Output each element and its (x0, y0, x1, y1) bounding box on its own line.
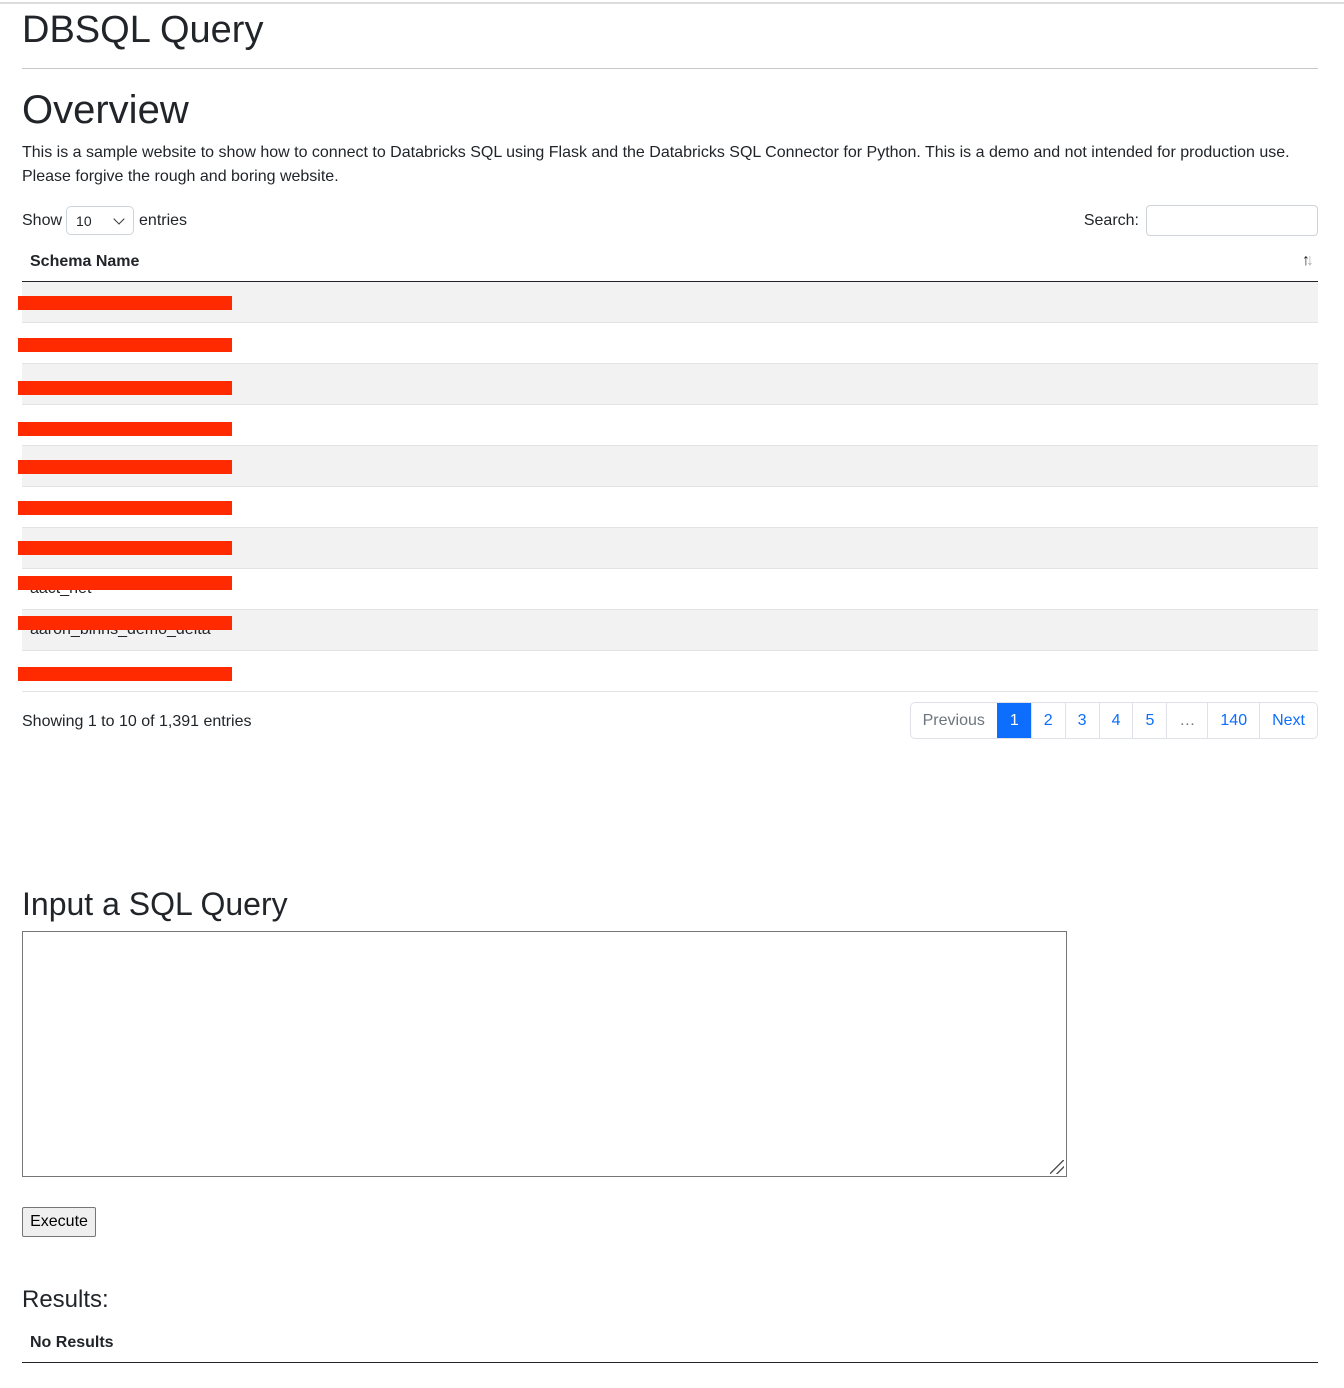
page-button-3[interactable]: 3 (1065, 703, 1099, 738)
schema-table-body (22, 282, 1318, 692)
page-button-140[interactable]: 140 (1207, 703, 1259, 738)
search-control (1084, 205, 1318, 236)
table-row (22, 405, 1318, 446)
table-info: Showing 1 to 10 of 1,391 entries (22, 713, 252, 730)
table-row (22, 569, 1318, 610)
overview-heading: Overview (22, 88, 189, 132)
top-border (0, 2, 1344, 4)
next-page-button[interactable]: Next (1259, 703, 1317, 738)
page-length-control (22, 205, 187, 236)
entries-label: entries (139, 211, 188, 229)
pagination (910, 702, 1318, 739)
resize-grip-icon[interactable] (1050, 1160, 1064, 1174)
sort-icon[interactable]: ↑↓ (1302, 252, 1310, 269)
sql-query-heading: Input a SQL Query (22, 886, 288, 922)
table-row (22, 446, 1318, 487)
redaction-bar (18, 381, 232, 395)
execute-button[interactable]: Execute (22, 1207, 96, 1237)
divider (22, 68, 1318, 69)
table-row (22, 610, 1318, 651)
redaction-bar (18, 616, 232, 630)
redaction-bar (18, 422, 232, 436)
page-title: DBSQL Query (22, 9, 264, 51)
table-row (22, 651, 1318, 692)
results-column-header: No Results (30, 1334, 114, 1351)
redaction-bar (18, 296, 232, 310)
schema-table-header[interactable] (22, 242, 1318, 282)
table-row (22, 364, 1318, 405)
intro-text: This is a sample website to show how to connect to Databricks SQL using Flask and the Databricks SQL Connector for Python. This is a demo and not intended for production use. Please forgive the rough and boring website. (22, 144, 1290, 185)
schema-name-column-header[interactable]: Schema Name (30, 253, 140, 270)
chevron-down-icon (113, 213, 124, 224)
show-label: Show (22, 211, 63, 229)
redaction-bar (18, 501, 232, 515)
table-row (22, 528, 1318, 569)
table-row (22, 323, 1318, 364)
page-length-value: 10 (76, 212, 92, 229)
results-table (22, 1324, 1318, 1363)
table-row (22, 282, 1318, 323)
pagination-ellipsis: … (1166, 703, 1207, 738)
redaction-bar (18, 460, 232, 474)
table-row (22, 487, 1318, 528)
page-length-select[interactable] (66, 206, 134, 235)
schema-table (22, 242, 1318, 692)
redaction-bar (18, 541, 232, 555)
redaction-bar (18, 338, 232, 352)
page-button-1[interactable]: 1 (997, 703, 1031, 738)
page-button-4[interactable]: 4 (1099, 703, 1133, 738)
redaction-bar (18, 576, 232, 590)
results-heading: Results: (22, 1286, 109, 1313)
sql-query-textarea[interactable] (22, 931, 1067, 1177)
previous-page-button[interactable]: Previous (922, 712, 985, 729)
search-label: Search: (1083, 211, 1139, 229)
page-button-2[interactable]: 2 (1031, 703, 1065, 738)
page-button-5[interactable]: 5 (1132, 703, 1166, 738)
search-input[interactable] (1146, 205, 1318, 236)
redaction-bar (18, 667, 232, 681)
